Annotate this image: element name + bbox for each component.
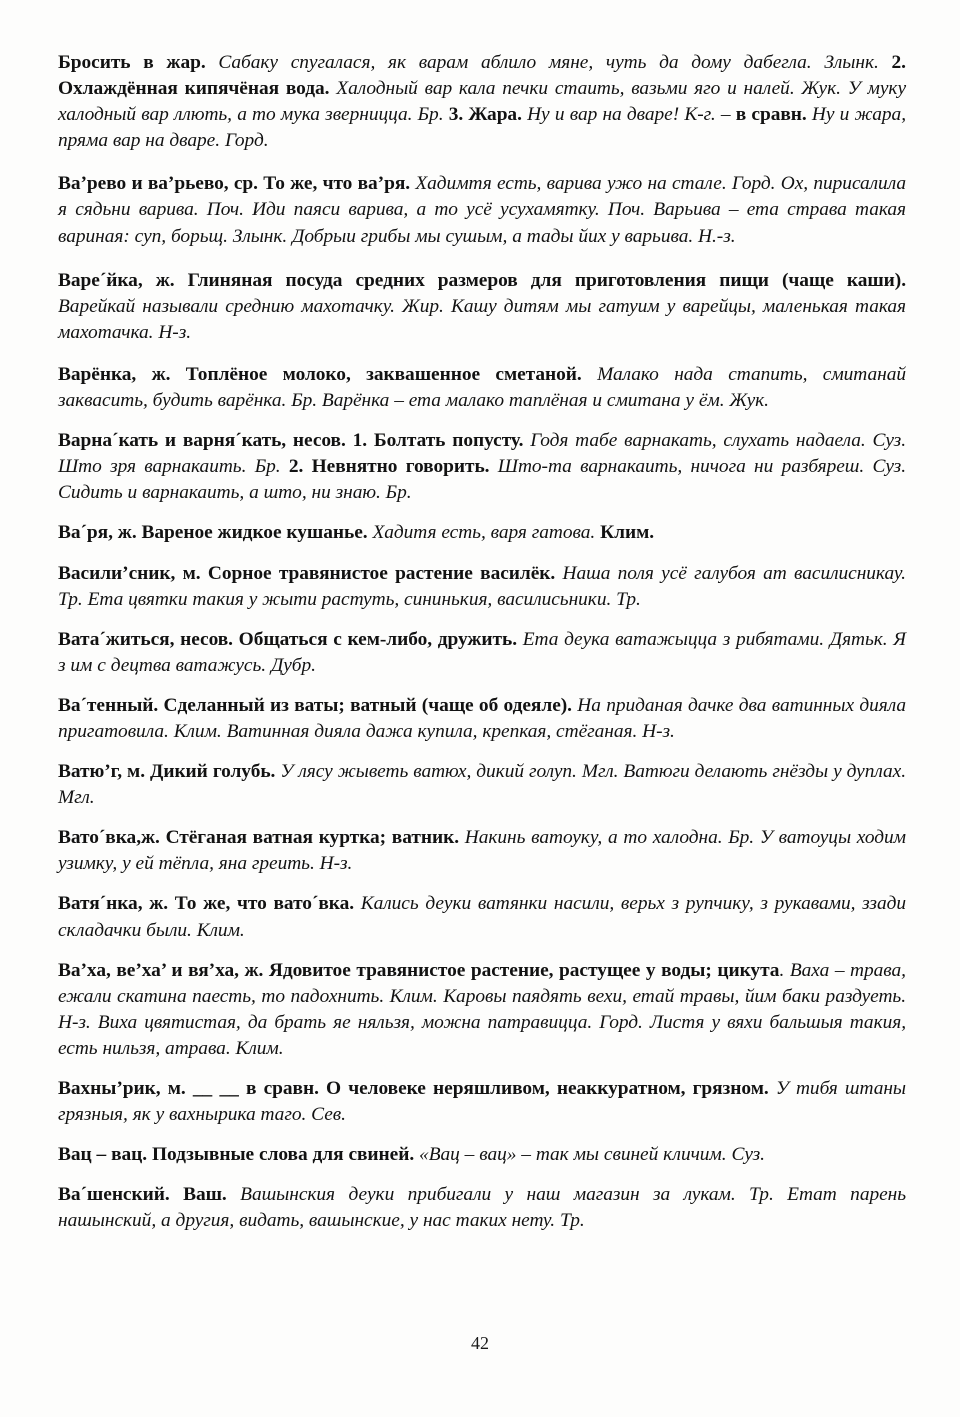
entry-example-text: На приданая дачке два ватинных дияла пригатовила. Клим. Ватинная дияла дажа купила, крепкая, стёганая. Н-з. (58, 694, 906, 742)
dictionary-entry (58, 520, 906, 546)
dictionary-entry (58, 891, 906, 943)
entry-example-text: Ну и вар на дваре! К-г. – (521, 104, 736, 126)
entry-headword-definition: Вахны’рик, м. (58, 1078, 193, 1099)
entry-headword-definition: Ва´ря, ж. Вареное жидкое кушанье. (58, 522, 368, 544)
entry-headword-definition: Бросить в жар. (58, 52, 206, 73)
page-number: 42 (471, 1333, 489, 1353)
entry-headword-definition: Ватя´нка, ж. То же, что вато´вка. (58, 893, 355, 915)
entry-example-text: Годя табе варнакать, слухать надаела. Суз. Што зря варнакаить. Бр. (58, 430, 906, 478)
entry-example-text: Ета деука ватажыцца з рибятами. Дятьк. Я з им с децтва ватажусь. Дубр. (58, 628, 906, 676)
entry-headword-definition: Варна´кать и варня´кать, несов. 1. Болтать попусту. (58, 430, 524, 452)
dictionary-entry (58, 1076, 906, 1128)
entry-example-text: Варейкай называли среднию махотачку. Жир. Кашу дитям мы гатуим у варейцы, маленькая такая махотачка. Н-з. (58, 295, 906, 343)
entry-example-text: Кались деуки ватянки насили, верьх з рупчику, з рукавами, ззади складачки были. Клим. (58, 893, 906, 941)
dictionary-entry (58, 958, 906, 1062)
entry-example-text: Халодный вар кала печки стаить, вазьми яго и налей. Жук. У муку халодный вар ллють, а то мука зверницца. Бр. (58, 78, 907, 126)
entry-example-text: Накинь ватоуку, а то халодна. Бр. У ватоуцы ходим узимку, у ей тёпла, яна греить. Н-з. (58, 827, 906, 875)
entry-blank-placeholder: __ __ (192, 1078, 239, 1099)
entry-headword-definition: Ва’ха, ве’ха’ и вя’ха, ж. Ядовитое травянистое растение, растущее у воды; цикута (58, 959, 780, 981)
dictionary-entry (58, 693, 906, 745)
entry-headword-definition: Вато´вка,ж. Стёганая ватная куртка; ватник. (58, 827, 459, 849)
dictionary-entry (58, 362, 906, 414)
dictionary-entry (58, 561, 906, 613)
entry-headword-definition: Клим. (600, 522, 655, 544)
entry-example-text: Вашынския деуки прибигали у наш магазин за лукам. Тр. Етат парень нашынский, а другия, видать, вашынские, у нас таких нету. Тр. (58, 1184, 907, 1232)
entry-example-text: Што-та варнакаить, ничога ни разбяреш. Суз. Сидить и варнакаить, а што, ни знаю. Бр. (58, 456, 906, 504)
entry-example-text: Ну и жара, пряма вар на дваре. Горд. (58, 104, 906, 152)
entry-headword-definition: 2. Невнятно говорить. (288, 456, 490, 478)
dictionary-entry (58, 428, 906, 506)
entry-headword-definition: в сравн. (735, 104, 807, 126)
entry-example-text: У лясу жыветь ватюх, дикий голуп. Мгл. Ватюги делають гнёзды у дуплах. Мгл. (58, 761, 907, 809)
entry-list (58, 50, 906, 1234)
entry-example-text: Наша поля усё галубоя ат василисникау. Тр. Ета цвятки такия у жыти растуть, сининькия, василисьники. Тр. (58, 562, 906, 610)
dictionary-entry (58, 50, 906, 154)
entry-headword-definition: Ва´тенный. Сделанный из ваты; ватный (чаще об одеяле). (58, 694, 572, 716)
dictionary-entry (58, 1142, 906, 1168)
entry-headword-definition: в сравн. О человеке неряшливом, неаккуратном, грязном. (238, 1078, 769, 1099)
entry-example-text: «Вац – вац» – так мы свиней кличим. Суз. (414, 1144, 765, 1166)
entry-headword-definition: 3. Жара. (448, 104, 522, 126)
entry-headword-definition: Ватю’г, м. Дикий голубь. (58, 761, 276, 783)
entry-example-text: Хадимтя есть, варива ужо на стале. Горд. Ох, пирисалила я сядьни варива. Поч. Иди паяси варива, а то усё усухамятку. Поч. Варьива – ета страва такая вариная: суп, борьщ. Злынк. Добрыи грибы мы сушым, а тады йих у варьива. Н.-з. (58, 173, 906, 247)
entry-headword-definition: Васили’сник, м. Сорное травянистое растение василёк. (58, 562, 556, 584)
entry-headword-definition: 2. Охлаждённая кипячёная вода. (58, 52, 906, 100)
entry-headword-definition: Вац – вац. Подзывные слова для свиней. (58, 1144, 415, 1166)
entry-headword-definition: Варе´йка, ж. Глиняная посуда средних размеров для приготовления пищи (чаще каши). (58, 269, 906, 291)
entry-headword-definition: Варёнка, ж. Топлёное молоко, заквашенное сметаной. (58, 363, 582, 385)
entry-example-text: Сабаку спугалася, як варам аблило мяне, чуть да дому дабегла. Злынк. (205, 52, 892, 73)
entry-example-text: Хадитя есть, варя гатова. (367, 522, 601, 544)
dictionary-entry (58, 268, 906, 346)
dictionary-entry (58, 627, 906, 679)
dictionary-entry (58, 171, 906, 249)
entry-example-text: У тибя штаны грязныя, як у вахнырика таго. Сев. (58, 1078, 906, 1126)
entry-headword-definition: Вата´житься, несов. Общаться с кем-либо, дружить. (58, 628, 517, 650)
dictionary-entry (58, 759, 906, 811)
entry-headword-definition: Ва´шенский. Ваш. (58, 1184, 227, 1206)
entry-example-text: Малако нада стапить, смитанай заквасить, будить варёнка. Бр. Варёнка – ета малако таплёная и смитана у ём. Жук. (58, 363, 907, 412)
dictionary-entry (58, 825, 906, 877)
dictionary-entry (58, 1182, 906, 1234)
entry-example-text: . Ваха – трава, ежали скатина паесть, то падохнить. Клим. Каровы паядять вехи, етай травы, йим баки раздуеть. Н-з. Виха цвятистая, да брать яе няльзя, можна патравицца. Горд. Листя у вяхи бальшыя такия, есть нильзя, атрава. Клим. (58, 959, 906, 1059)
entry-headword-definition: Ва’рево и ва’рьево, ср. То же, что ва’ря. (58, 173, 411, 195)
